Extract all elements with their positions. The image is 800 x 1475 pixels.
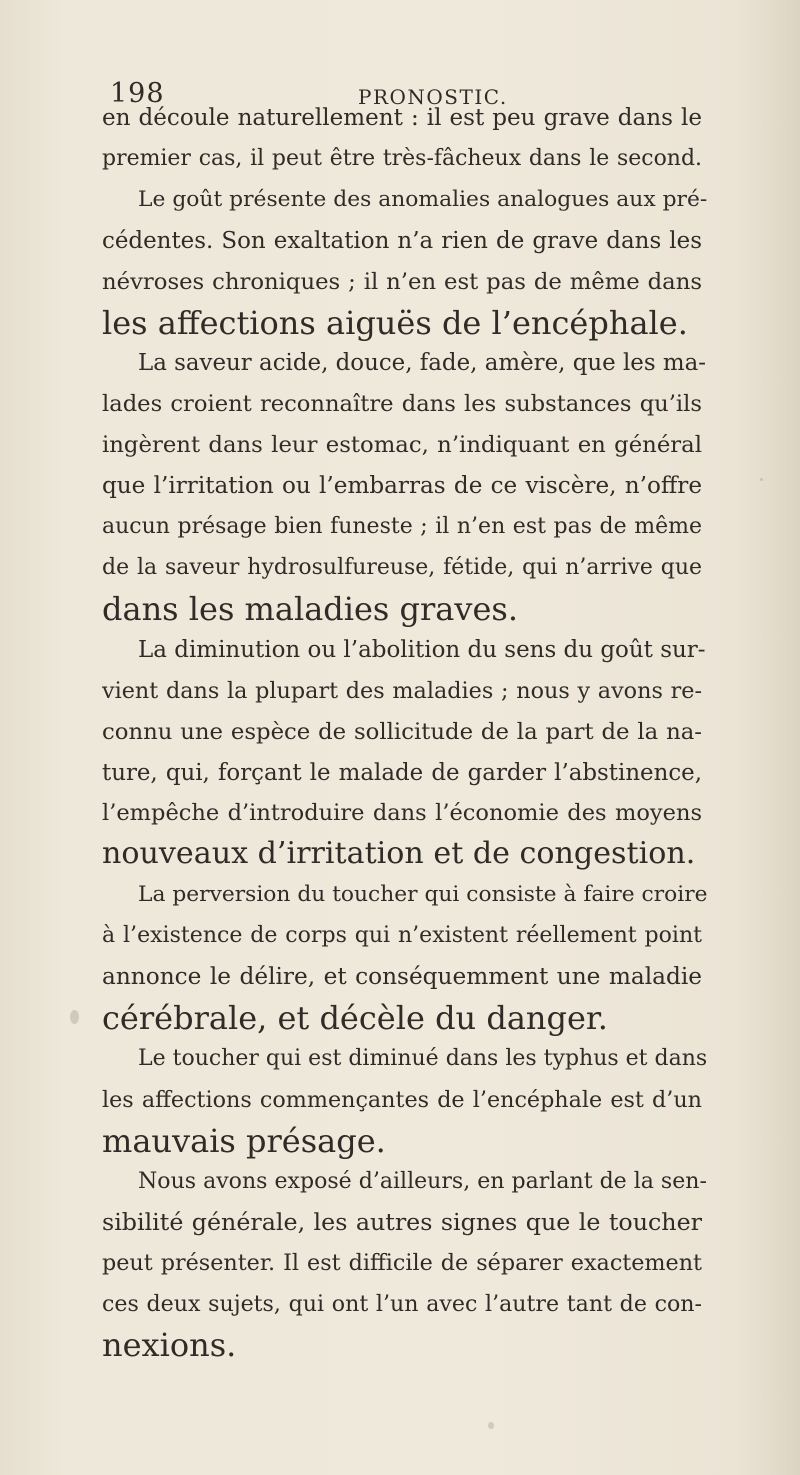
text-line: en découle naturellement : il est peu grave dans le bbox=[102, 105, 702, 131]
paragraph-end-line: dans les maladies graves. bbox=[102, 589, 518, 628]
text-line: connu une espèce de sollicitude de la part de la na- bbox=[102, 718, 702, 745]
paper-spot bbox=[488, 1422, 494, 1429]
text-line: ingèrent dans leur estomac, n’indiquant en général bbox=[102, 432, 702, 459]
paragraph-start-line: La diminution ou l’abolition du sens du goût sur- bbox=[138, 636, 706, 663]
paragraph-start-line: La perversion du toucher qui consiste à faire croire bbox=[138, 882, 708, 908]
paragraph-end-line: mauvais présage. bbox=[102, 1121, 386, 1160]
paper-spot bbox=[760, 478, 763, 481]
paragraph-end-line: cérébrale, et décèle du danger. bbox=[102, 998, 608, 1037]
text-line: à l’existence de corps qui n’existent réellement point bbox=[102, 923, 702, 949]
text-line: de la saveur hydrosulfureuse, fétide, qui n’arrive que bbox=[102, 554, 702, 580]
text-line: névroses chroniques ; il n’en est pas de même dans bbox=[102, 268, 702, 295]
paragraph-start-line: Le goût présente des anomalies analogues aux pré- bbox=[138, 186, 708, 212]
text-line: premier cas, il peut être très-fâcheux dans le second. bbox=[102, 145, 702, 171]
text-line: ture, qui, forçant le malade de garder l’abstinence, bbox=[102, 759, 702, 786]
body-text bbox=[102, 98, 708, 1366]
text-line: les affections commençantes de l’encéphale est d’un bbox=[102, 1086, 702, 1113]
page-number: 198 bbox=[110, 78, 165, 109]
text-line: lades croient reconnaître dans les substances qu’ils bbox=[102, 391, 702, 418]
paper-spot bbox=[70, 1010, 79, 1024]
text-line: annonce le délire, et conséquemment une maladie bbox=[102, 963, 702, 991]
paragraph-start-line: Le toucher qui est diminué dans les typhus et dans bbox=[138, 1045, 708, 1071]
paragraph-start-line: La saveur acide, douce, fade, amère, que les ma- bbox=[138, 350, 706, 377]
text-line: que l’irritation ou l’embarras de ce viscère, n’offre bbox=[102, 473, 702, 500]
text-line: cédentes. Son exaltation n’a rien de grave dans les bbox=[102, 227, 702, 254]
text-line: sibilité générale, les autres signes que le toucher bbox=[102, 1208, 702, 1237]
paragraph-end-line: nouveaux d’irritation et de congestion. bbox=[102, 836, 696, 872]
text-line: l’empêche d’introduire dans l’économie des moyens bbox=[102, 800, 702, 827]
text-line: aucun présage bien funeste ; il n’en est pas de même bbox=[102, 514, 702, 540]
text-line: vient dans la plupart des maladies ; nous y avons re- bbox=[102, 677, 702, 704]
text-line: ces deux sujets, qui ont l’un avec l’autre tant de con- bbox=[102, 1291, 702, 1318]
running-title: PRONOSTIC. bbox=[358, 85, 508, 109]
paragraph-end-line: les affections aiguës de l’encéphale. bbox=[102, 303, 688, 342]
paragraph-end-line: nexions. bbox=[102, 1326, 237, 1365]
text-line: peut présenter. Il est difficile de séparer exactement bbox=[102, 1250, 702, 1277]
paragraph-start-line: Nous avons exposé d’ailleurs, en parlant de la sen- bbox=[138, 1168, 707, 1194]
